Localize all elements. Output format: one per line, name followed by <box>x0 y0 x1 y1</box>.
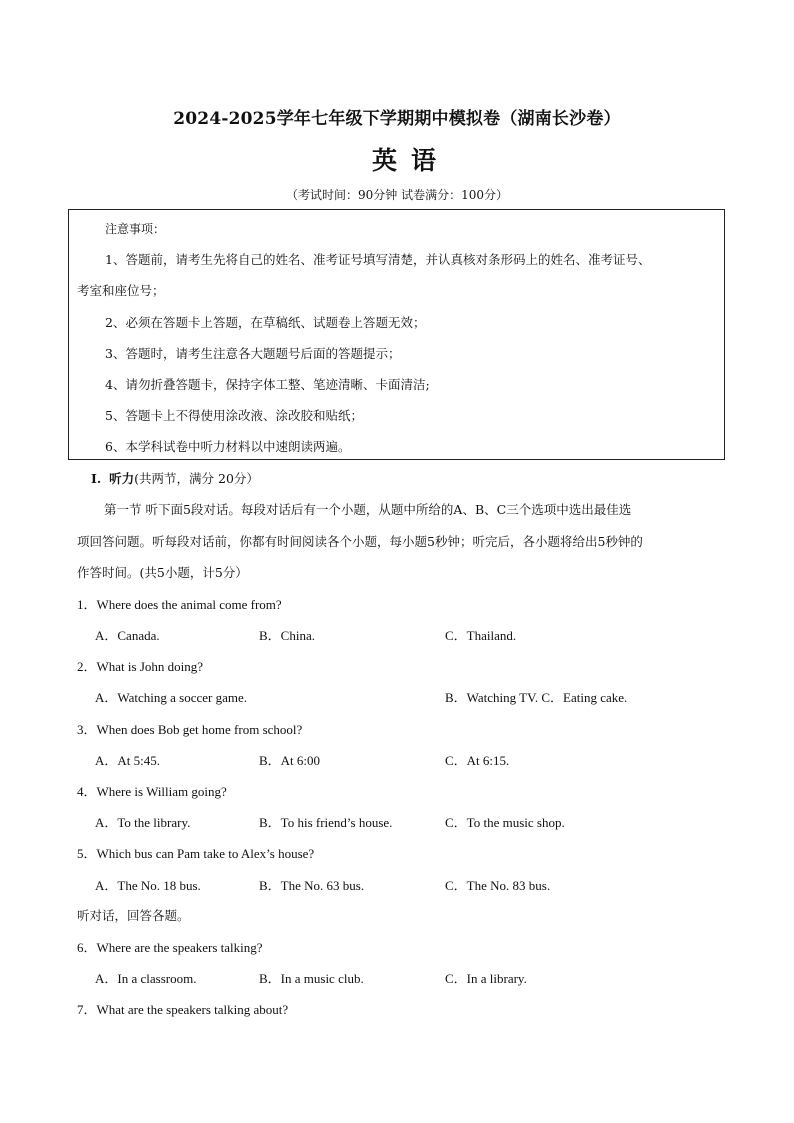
subject-title: 英语 <box>371 146 450 175</box>
question-text: 2．What is John doing? <box>77 659 204 674</box>
option-a: A．To the library. <box>95 815 191 830</box>
option-b: B．To his friend’s house. <box>259 815 393 830</box>
option-c: C．Thailand. <box>445 628 517 643</box>
option-b: B．In a music club. <box>259 971 364 986</box>
notice-item: 3、答题时，请考生注意各大题题号后面的答题提示； <box>105 346 401 361</box>
option-b-c: B．Watching TV. C．Eating cake. <box>445 690 628 705</box>
notice-item: 4、请勿折叠答题卡，保持字体工整、笔迹清晰、卡面清洁; <box>105 377 430 392</box>
exam-title: 2024-2025学年七年级下学期期中模拟卷（湖南长沙卷） <box>173 109 621 129</box>
option-a: A．The No. 18 bus. <box>95 878 201 893</box>
section-heading <box>91 469 259 487</box>
notice-item: 6、本学科试卷中听力材料以中速朗读两遍。 <box>105 439 351 454</box>
notice-box <box>68 209 725 460</box>
notice-title: 注意事项： <box>105 222 166 236</box>
section-label: I. <box>91 471 102 486</box>
option-c: C．In a library. <box>445 971 527 986</box>
question-text: 5．Which bus can Pam take to Alex’s house? <box>77 846 315 861</box>
section-name: 听力 <box>109 471 135 486</box>
notice-item: 5、答题卡上不得使用涂改液、涂改胶和贴纸； <box>105 408 363 423</box>
question-text: 6．Where are the speakers talking? <box>77 940 263 955</box>
option-a: A．In a classroom. <box>95 971 197 986</box>
section-info: (共两节，满分 20分） <box>134 471 259 486</box>
part1-instruction-line: 作答时间。(共5小题，计5分） <box>77 565 248 580</box>
option-b: B．The No. 63 bus. <box>259 878 365 893</box>
option-a: A．Canada. <box>95 628 160 643</box>
notice-item: 考室和座位号； <box>77 283 165 298</box>
option-c: C．At 6:15. <box>445 753 510 768</box>
part1-instruction-line: 项回答问题。听每段对话前，你都有时间阅读各个小题，每小题5秒钟；听完后，各小题将给出5秒钟的 <box>77 534 643 549</box>
question-text: 4．Where is William going? <box>77 784 227 799</box>
question-text: 3．When does Bob get home from school? <box>77 722 303 737</box>
option-a: A．At 5:45. <box>95 753 161 768</box>
option-a: A．Watching a soccer game. <box>95 690 248 705</box>
option-c: C．The No. 83 bus. <box>445 878 551 893</box>
question-text: 7．What are the speakers talking about? <box>77 1002 289 1017</box>
part2-instruction: 听对话，回答各题。 <box>77 908 190 923</box>
option-b: B．China. <box>259 628 315 643</box>
question-text: 1．Where does the animal come from? <box>77 597 282 612</box>
notice-item: 2、必须在答题卡上答题，在草稿纸、试题卷上答题无效； <box>105 315 426 330</box>
notice-item: 1、答题前，请考生先将自己的姓名、准考证号填写清楚，并认真核对条形码上的姓名、准考证号、 <box>105 252 651 267</box>
part1-instruction-line: 第一节 听下面5段对话。每段对话后有一个小题，从题中所给的A、B、C三个选项中选出最佳选 <box>104 502 632 517</box>
option-c: C．To the music shop. <box>445 815 565 830</box>
option-b: B．At 6:00 <box>259 753 321 768</box>
exam-info: （考试时间：90分钟 试卷满分：100分） <box>286 188 508 202</box>
